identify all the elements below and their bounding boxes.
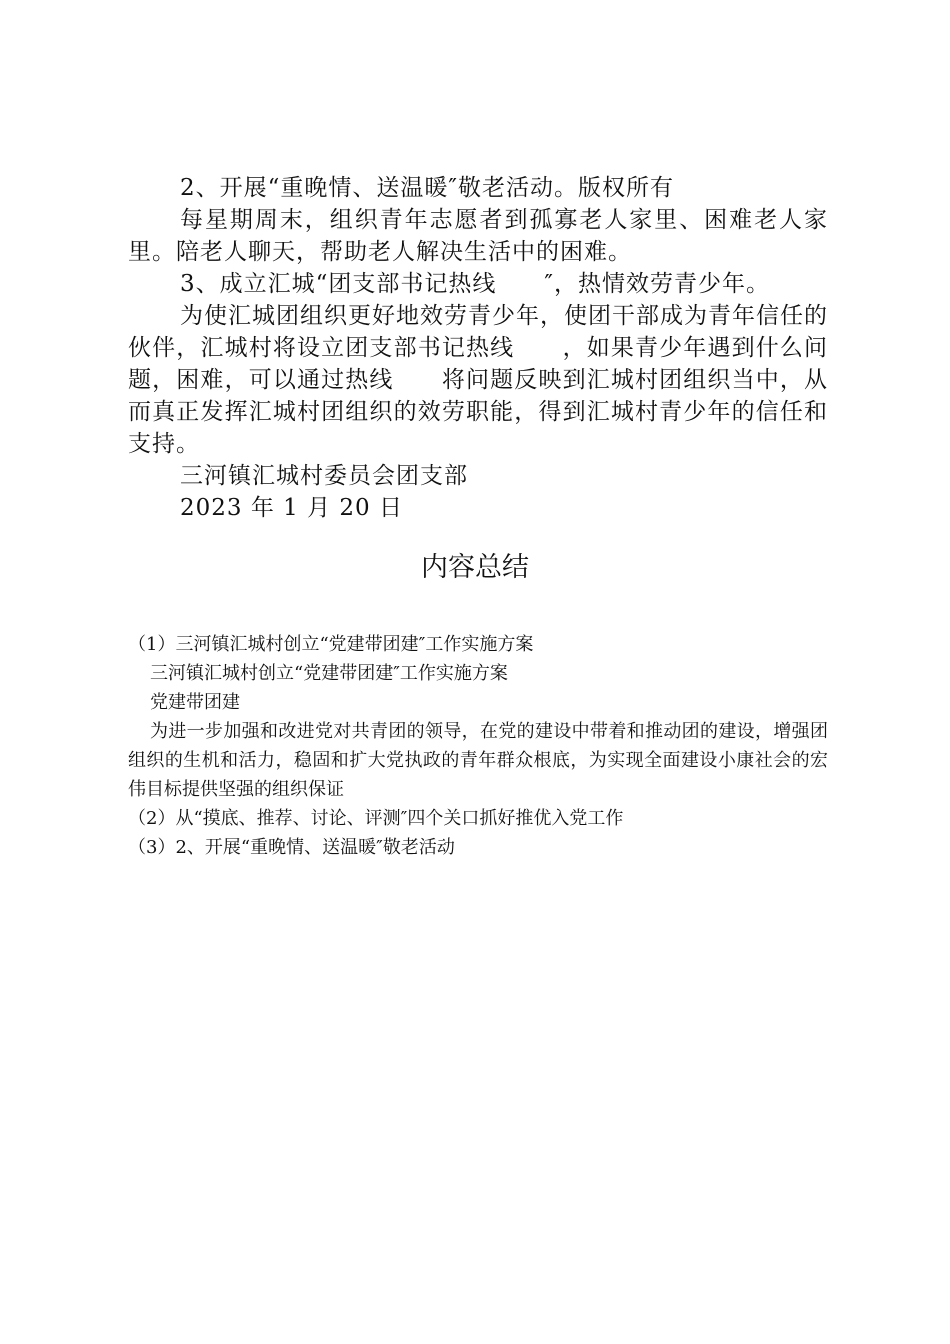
summary-item-2: （2）从“摸底、推荐、讨论、评测″四个关口抓好推优入党工作: [128, 808, 624, 829]
summary-title: 内容总结: [421, 552, 529, 583]
signature: 三河镇汇城村委员会团支部: [180, 463, 468, 489]
summary-item-1: （1）三河镇汇城村创立“党建带团建″工作实施方案: [128, 634, 534, 655]
summary-item-1-subtitle: 党建带团建: [150, 692, 240, 713]
paragraph-activity-2: 2、开展“重晚情、送温暖″敬老活动。版权所有: [180, 175, 674, 201]
paragraph-activity-3: 3、成立汇城“团支部书记热线 ″，热情效劳青少年。: [180, 271, 770, 297]
summary-section: [128, 630, 828, 862]
document-body: [128, 172, 828, 524]
summary-item-1-paragraph: 为进一步加强和改进党对共青团的领导，在党的建设中带着和推动团的建设，增强团组织的生机和活力，稳固和扩大党执政的青年群众根底，为实现全面建设小康社会的宏伟目标提供坚强的组织保证: [128, 721, 828, 800]
summary-item-1-title: 三河镇汇城村创立“党建带团建″工作实施方案: [150, 663, 508, 684]
paragraph-weekend-volunteers: 每星期周末，组织青年志愿者到孤寡老人家里、困难老人家里。陪老人聊天，帮助老人解决生活中的困难。: [128, 207, 828, 265]
paragraph-hotline: 为使汇城团组织更好地效劳青少年，使团干部成为青年信任的伙伴，汇城村将设立团支部书记热线 ，如果青少年遇到什么问题，困难，可以通过热线 将问题反映到汇城村团组织当中，从而真正发挥汇城村团组织的效劳职能，得到汇城村青少年的信任和支持。: [128, 303, 828, 457]
date: 2023 年 1 月 20 日: [180, 495, 403, 521]
summary-item-3: （3）2、开展“重晚情、送温暖″敬老活动: [128, 837, 455, 858]
